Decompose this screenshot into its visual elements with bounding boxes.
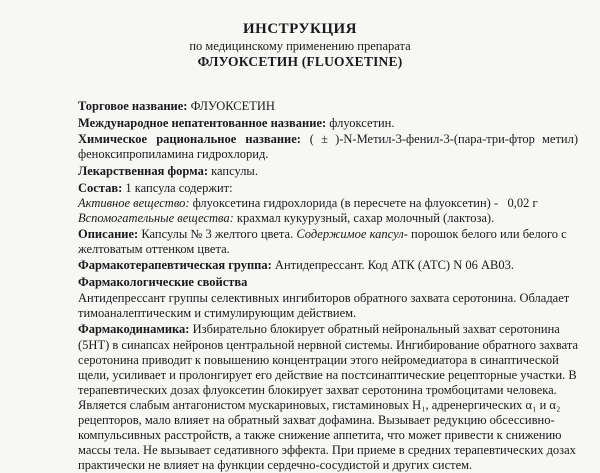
chemical-name-value: ( ± )-N-Метил-3-фенил-3-(пара-три-фтор метил): [309, 132, 578, 146]
pharmacodynamics-line-7: рецепторов, мало влияет на обратный захват дофамина. Вызывает редукцию обсессивно-: [78, 413, 555, 427]
trade-name-value: ФЛУОКСЕТИН: [190, 99, 275, 113]
dosage-form-line: [78, 164, 578, 179]
description-text-b: порошок белого или белого с: [411, 227, 567, 241]
dosage-form-value: капсулы.: [211, 164, 258, 178]
drug-name-heading: ФЛУОКСЕТИН (FLUOXETINE): [197, 54, 403, 69]
composition-value: 1 капсула содержит:: [125, 181, 233, 195]
pharmacological-properties-heading: Фармакологические свойства: [78, 275, 248, 289]
document-title: ИНСТРУКЦИЯ: [242, 21, 357, 37]
description-text-a: Капсулы № 3 желтого цвета.: [141, 227, 294, 241]
excipients-label: Вспомогательные вещества:: [78, 211, 234, 225]
inn-label: Международное непатентованное название:: [78, 116, 327, 130]
pharmacodynamics-line-2: (5НТ) в синапсах нейронов центральной нервной системы. Ингибирование обратного захвата: [78, 338, 579, 352]
active-substance-value: флуоксетина гидрохлорида (в пересчете на флуоксетин) - 0,02 г: [192, 196, 538, 210]
pharmacodynamics-line-1: [78, 322, 578, 337]
pharmacodynamics-line-5: терапевтических дозах флуоксетин блокирует захват серотонина тромбоцитами человека.: [78, 383, 557, 397]
inn-value: флуоксетин.: [329, 116, 395, 130]
pharmacodynamics-line-10: практически не влияет на функции сердечно-сосудистой и других систем.: [78, 458, 473, 472]
pharmacodynamics-line-4: щели, усиливает и пролонгирует его действие на постсинаптические рецепторные участки. В: [78, 368, 577, 382]
pharmacotherapeutic-group-line: [78, 258, 578, 273]
pharmacological-properties-line-1: Антидепрессант группы селективных ингибиторов обратного захвата серотонина. Обладает: [78, 291, 570, 305]
chemical-name-label: Химическое рациональное название:: [78, 132, 301, 146]
description-text-italic: Содержимое капсул-: [296, 227, 408, 241]
pharmacotherapeutic-group-label: Фармакотерапевтическая группа:: [78, 258, 272, 272]
description-line-2: желтоватым оттенком цвета.: [78, 242, 230, 256]
chemical-name-line: [78, 132, 578, 147]
pharmacodynamics-line-6: Является слабым антагонистом мускариновых, гистаминовых H₁, адренергических α₁ и α₂: [78, 398, 561, 412]
document-subtitle: по медицинскому применению препарата: [189, 39, 411, 53]
pharmacodynamics-text-1: Избирательно блокирует обратный нейрональный захват серотонина: [192, 322, 560, 336]
excipients-line: [78, 211, 578, 226]
pharmacodynamics-line-9: массы тела. Не вызывает седативного эффекта. При приеме в средних терапевтических дозах: [78, 443, 576, 457]
dosage-form-label: Лекарственная форма:: [78, 164, 209, 178]
pharmacodynamics-label: Фармакодинамика:: [78, 322, 190, 336]
pharmacotherapeutic-group-value: Антидепрессант. Код АТК (АТС) N 06 АВ03.: [274, 258, 514, 272]
active-substance-label: Активное вещество:: [78, 196, 190, 210]
excipients-value: крахмал кукурузный, сахар молочный (лактоза).: [236, 211, 495, 225]
pharmacodynamics-line-8: компульсивных расстройств, а также снижение аппетита, что может привести к снижению: [78, 428, 562, 442]
pharmacological-properties-line-2: тимоаналептическим и стимулирующим действием.: [78, 306, 357, 320]
composition-label: Состав:: [78, 181, 123, 195]
chemical-name-line-2: феноксипропиламина гидрохлорид.: [78, 147, 269, 161]
inn-line: [78, 116, 578, 131]
pharmacodynamics-line-3: серотонина приводит к повышению концентрации этого нейромедиатора в синаптической: [78, 353, 559, 367]
active-substance-line: [78, 196, 578, 211]
description-line: [78, 227, 578, 242]
trade-name-line: [78, 99, 578, 114]
composition-line: [78, 181, 578, 196]
trade-name-label: Торговое название:: [78, 99, 188, 113]
description-label: Описание:: [78, 227, 139, 241]
